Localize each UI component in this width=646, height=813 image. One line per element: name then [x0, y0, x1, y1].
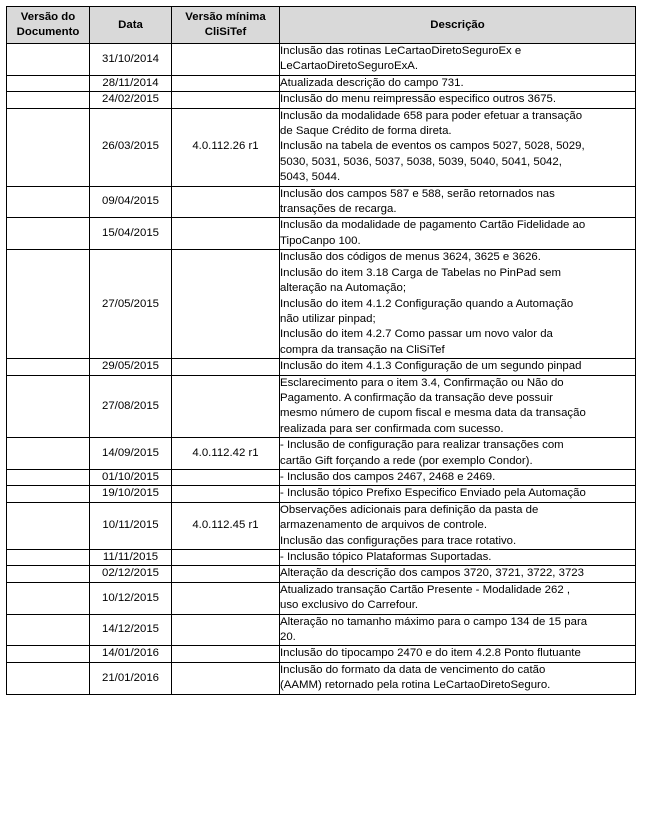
description-line: Alteração da descrição dos campos 3720, 3721, 3722, 3723	[280, 567, 584, 580]
description-line: uso exclusivo do Carrefour.	[280, 599, 419, 612]
document-version-cell	[7, 438, 90, 470]
document-version-cell	[7, 44, 90, 76]
table-row	[7, 92, 636, 108]
min-version-cell	[172, 92, 280, 108]
date-cell: 28/11/2014	[90, 75, 172, 91]
document-version-cell	[7, 582, 90, 614]
min-version-cell	[172, 469, 280, 485]
description-line: - Inclusão tópico Plataformas Suportadas.	[280, 551, 492, 563]
description-cell	[280, 566, 636, 582]
description-line: Alteração no tamanho máximo para o campo 134 de 15 para	[280, 615, 588, 628]
description-line: Inclusão do item 3.18 Carga de Tabelas no PinPad sem	[280, 266, 561, 279]
table-row	[7, 186, 636, 218]
description-line: Inclusão da modalidade de pagamento Cartão Fidelidade ao	[280, 219, 586, 232]
header-row	[7, 7, 636, 44]
date-cell: 21/01/2016	[90, 662, 172, 694]
table-row	[7, 550, 636, 566]
date-cell: 15/04/2015	[90, 218, 172, 250]
description-cell	[280, 582, 636, 614]
min-version-cell	[172, 75, 280, 91]
description-line: Inclusão dos códigos de menus 3624, 3625 e 3626.	[280, 251, 541, 264]
date-cell: 31/10/2014	[90, 44, 172, 76]
document-version-cell	[7, 550, 90, 566]
min-version-cell: 4.0.112.26 r1	[172, 108, 280, 186]
min-version-cell	[172, 566, 280, 582]
description-cell	[280, 502, 636, 549]
header-min-clisitef-version: Versão mínima CliSiTef	[172, 7, 280, 44]
table-row	[7, 250, 636, 359]
date-cell: 11/11/2015	[90, 550, 172, 566]
table-row	[7, 469, 636, 485]
description-line: Inclusão na tabela de eventos os campos 5027, 5028, 5029,	[280, 140, 585, 153]
description-line: Inclusão das configurações para trace rotativo.	[280, 534, 517, 547]
description-line: não utilizar pinpad;	[280, 312, 376, 325]
description-line: Inclusão das rotinas LeCartaoDiretoSeguroEx e	[280, 45, 522, 57]
description-line: 5043, 5044.	[280, 171, 341, 184]
date-cell: 09/04/2015	[90, 186, 172, 218]
table-row	[7, 44, 636, 76]
description-line: Observações adicionais para definição da pasta de	[280, 503, 539, 516]
description-line: realizada para ser confirmada com sucesso.	[280, 422, 504, 435]
date-cell: 14/01/2016	[90, 646, 172, 662]
header-description: Descrição	[280, 7, 636, 44]
min-version-cell	[172, 44, 280, 76]
document-version-cell	[7, 469, 90, 485]
date-cell: 26/03/2015	[90, 108, 172, 186]
table-row	[7, 108, 636, 186]
description-line: transações de recarga.	[280, 203, 397, 216]
document-version-cell	[7, 75, 90, 91]
description-cell	[280, 92, 636, 108]
document-version-cell	[7, 614, 90, 646]
description-cell	[280, 108, 636, 186]
min-version-cell	[172, 486, 280, 502]
date-cell: 10/11/2015	[90, 502, 172, 549]
description-line: Inclusão do item 4.1.2 Configuração quando a Automação	[280, 297, 574, 310]
date-cell: 14/09/2015	[90, 438, 172, 470]
description-cell	[280, 186, 636, 218]
min-version-cell	[172, 186, 280, 218]
description-line: - Inclusão dos campos 2467, 2468 e 2469.	[280, 470, 496, 483]
description-cell	[280, 44, 636, 76]
header-date: Data	[90, 7, 172, 44]
table-row	[7, 614, 636, 646]
date-cell: 29/05/2015	[90, 359, 172, 375]
date-cell: 02/12/2015	[90, 566, 172, 582]
table-row	[7, 582, 636, 614]
description-cell	[280, 646, 636, 662]
description-line: alteração na Automação;	[280, 282, 407, 295]
description-cell	[280, 550, 636, 566]
description-line: compra da transação na CliSiTef	[280, 343, 445, 356]
description-line: Inclusão do formato da data de vencimento do catão	[280, 663, 546, 676]
description-line: TipoCanpo 100.	[280, 234, 361, 247]
description-cell	[280, 250, 636, 359]
min-version-cell	[172, 550, 280, 566]
description-line: cartão Gift forçando a rede (por exemplo Condor).	[280, 454, 533, 467]
date-cell: 24/02/2015	[90, 92, 172, 108]
description-line: mesmo número de cupom fiscal e mesma data da transação	[280, 407, 586, 420]
min-version-cell	[172, 359, 280, 375]
description-line: Atualizado transação Cartão Presente - Modalidade 262 ,	[280, 583, 571, 596]
description-cell	[280, 662, 636, 694]
document-version-cell	[7, 486, 90, 502]
header-document-version: Versão do Documento	[7, 7, 90, 44]
table-row	[7, 502, 636, 549]
description-line: Inclusão do item 4.1.3 Configuração de um segundo pinpad	[280, 360, 582, 373]
document-version-cell	[7, 250, 90, 359]
table-row	[7, 646, 636, 662]
date-cell: 27/08/2015	[90, 375, 172, 438]
table-row	[7, 566, 636, 582]
table-row	[7, 359, 636, 375]
table-row	[7, 438, 636, 470]
description-cell	[280, 614, 636, 646]
table-row	[7, 218, 636, 250]
document-version-cell	[7, 566, 90, 582]
document-version-cell	[7, 662, 90, 694]
document-version-cell	[7, 218, 90, 250]
description-cell	[280, 438, 636, 470]
description-cell	[280, 359, 636, 375]
description-cell	[280, 218, 636, 250]
description-line: LeCartaoDiretoSeguroExA.	[280, 60, 419, 73]
description-line: Esclarecimento para o item 3.4, Confirmação ou Não do	[280, 376, 564, 389]
revision-history-table	[6, 6, 636, 695]
description-line: - Inclusão de configuração para realizar transações com	[280, 439, 564, 452]
min-version-cell	[172, 646, 280, 662]
document-version-cell	[7, 108, 90, 186]
table-row	[7, 75, 636, 91]
table-row	[7, 662, 636, 694]
date-cell: 19/10/2015	[90, 486, 172, 502]
document-version-cell	[7, 92, 90, 108]
table-row	[7, 375, 636, 438]
description-line: Inclusão do item 4.2.7 Como passar um novo valor da	[280, 328, 553, 341]
description-cell	[280, 469, 636, 485]
description-line: armazenamento de arquivos de controle.	[280, 519, 488, 532]
description-line: Atualizada descrição do campo 731.	[280, 76, 464, 89]
min-version-cell	[172, 250, 280, 359]
min-version-cell	[172, 375, 280, 438]
description-line: (AAMM) retornado pela rotina LeCartaoDiretoSeguro.	[280, 679, 551, 692]
min-version-cell: 4.0.112.45 r1	[172, 502, 280, 549]
date-cell: 01/10/2015	[90, 469, 172, 485]
description-line: - Inclusão tópico Prefixo Especifico Enviado pela Automação	[280, 487, 586, 500]
min-version-cell	[172, 662, 280, 694]
document-version-cell	[7, 359, 90, 375]
description-line: Pagamento. A confirmação da transação deve possuir	[280, 391, 553, 404]
min-version-cell	[172, 614, 280, 646]
description-line: de Saque Crédito de forma direta.	[280, 125, 452, 138]
description-line: Inclusão do menu reimpressão especifico outros 3675.	[280, 93, 557, 106]
min-version-cell	[172, 582, 280, 614]
document-version-cell	[7, 375, 90, 438]
description-line: Inclusão dos campos 587 e 588, serão retornados nas	[280, 187, 555, 200]
min-version-cell	[172, 218, 280, 250]
description-line: Inclusão da modalidade 658 para poder efetuar a transação	[280, 109, 583, 122]
description-cell	[280, 75, 636, 91]
description-cell	[280, 486, 636, 502]
document-version-cell	[7, 502, 90, 549]
description-line: Inclusão do tipocampo 2470 e do item 4.2.8 Ponto flutuante	[280, 647, 581, 660]
document-version-cell	[7, 186, 90, 218]
date-cell: 14/12/2015	[90, 614, 172, 646]
document-version-cell	[7, 646, 90, 662]
min-version-cell: 4.0.112.42 r1	[172, 438, 280, 470]
table-row	[7, 486, 636, 502]
description-line: 5030, 5031, 5036, 5037, 5038, 5039, 5040, 5041, 5042,	[280, 155, 562, 168]
description-line: 20.	[280, 631, 296, 644]
date-cell: 10/12/2015	[90, 582, 172, 614]
date-cell: 27/05/2015	[90, 250, 172, 359]
description-cell	[280, 375, 636, 438]
